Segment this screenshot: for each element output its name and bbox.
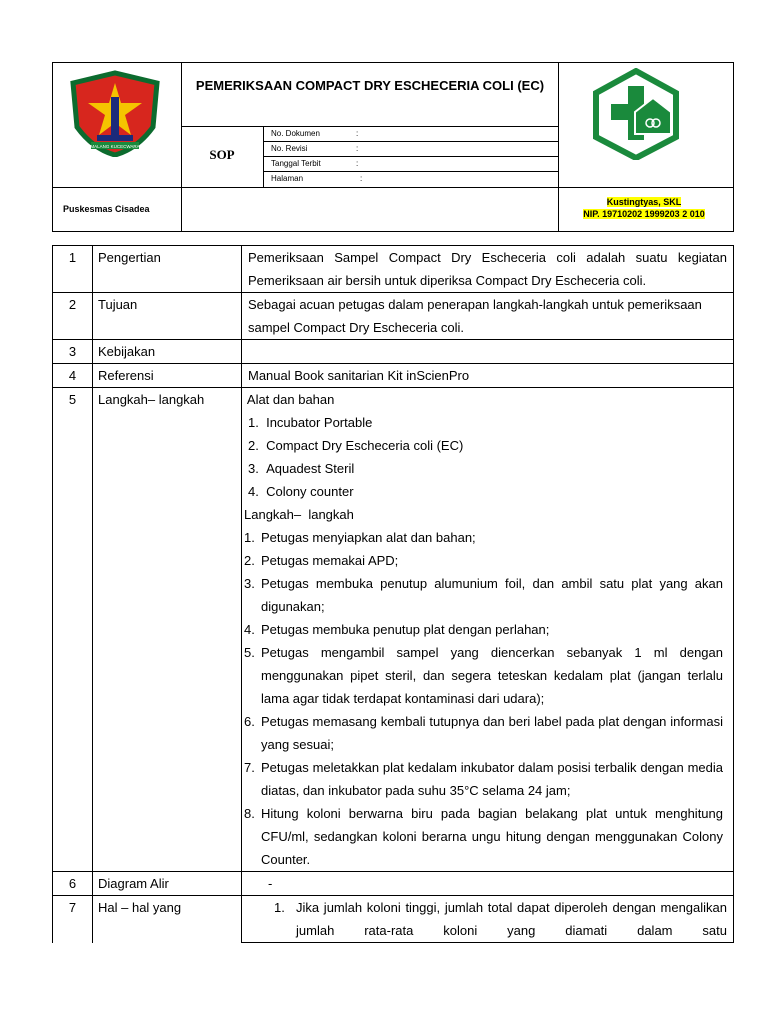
- row-label: Diagram Alir: [93, 872, 242, 896]
- step-text: Petugas membuka penutup plat dengan perlahan;: [261, 622, 550, 637]
- list-item: 6. Petugas memasang kembali tutupnya dan beri label pada plat dengan informasi yang sesuai;: [244, 710, 723, 756]
- regional-emblem-logo: [67, 69, 163, 157]
- list-item: 2. Compact Dry Escheceria coli (EC): [248, 438, 464, 453]
- table-row: [53, 340, 734, 364]
- meta-label: Halaman: [271, 174, 304, 183]
- meta-value: :: [356, 159, 359, 168]
- step-text: Petugas menyiapkan alat dan bahan;: [261, 530, 476, 545]
- alat-item: Aquadest Steril: [266, 461, 355, 476]
- row-number: 7: [53, 896, 93, 943]
- alat-item: Colony counter: [266, 484, 354, 499]
- row-content: [242, 896, 734, 943]
- signer-name: Kustingtyas, SKL: [606, 197, 682, 207]
- meta-label: No. Dokumen: [271, 129, 320, 138]
- alat-item: Incubator Portable: [266, 415, 373, 430]
- list-item: 4. Colony counter: [248, 484, 354, 499]
- table-row: [53, 293, 734, 340]
- step-text: Petugas mengambil sampel yang diencerkan sebanyak 1 ml dengan menggunakan pipet steril, dan segera teteskan kedalam plat (jangan terlalu lama agar tidak terdapat kontaminasi dari udara);: [261, 645, 723, 706]
- meta-value: :: [360, 174, 363, 183]
- row-label: Tujuan: [93, 293, 242, 340]
- table-row: [53, 896, 734, 943]
- meta-halaman: [263, 171, 558, 186]
- step-text: Petugas meletakkan plat kedalam inkubator dalam posisi terbalik dengan media diatas, dan inkubator pada suhu 35°C selama 24 jam;: [261, 760, 723, 798]
- row-content: Pemeriksaan Sampel Compact Dry Escheceria coli adalah suatu kegiatan Pemeriksaan air bersih untuk diperiksa Compact Dry Escheceria coli.: [242, 246, 734, 293]
- table-row: [53, 388, 734, 872]
- row-label: Langkah– langkah: [93, 388, 242, 872]
- sop-label: SOP: [209, 147, 235, 162]
- list-item: 7. Petugas meletakkan plat kedalam inkubator dalam posisi terbalik dengan media diatas, dan inkubator pada suhu 35°C selama 24 jam;: [244, 756, 723, 802]
- list-item: 5. Petugas mengambil sampel yang diencerkan sebanyak 1 ml dengan menggunakan pipet steril, dan segera teteskan kedalam plat (jangan terlalu lama agar tidak terdapat kontaminasi dari udara);: [244, 641, 723, 710]
- row-number: 2: [53, 293, 93, 340]
- list-item: 4. Petugas membuka penutup plat dengan perlahan;: [244, 618, 723, 641]
- list-item: 1. Incubator Portable: [248, 415, 373, 430]
- row-content: [242, 388, 734, 872]
- signer-nip: NIP. 19710202 1999203 2 010: [583, 209, 705, 219]
- langkah-heading: Langkah– langkah: [244, 507, 354, 522]
- alat-item: Compact Dry Escheceria coli (EC): [266, 438, 464, 453]
- meta-no-revisi: [263, 141, 558, 156]
- emblem-motto: MALANG KUCECWARA: [90, 144, 140, 149]
- row-label: Referensi: [93, 364, 242, 388]
- list-item: 8. Hitung koloni berwarna biru pada bagian belakang plat untuk menghitung CFU/ml, sedangkan koloni berarna ungu hitung dengan menggunakan Colony Counter.: [244, 802, 723, 871]
- meta-value: :: [356, 144, 359, 153]
- list-item: 3. Aquadest Steril: [248, 461, 355, 476]
- row-label: Pengertian: [93, 246, 242, 293]
- signer-block: [559, 196, 729, 220]
- row-number: 1: [53, 246, 93, 293]
- puskesmas-logo: [589, 68, 683, 160]
- meta-tanggal-terbit: [263, 156, 558, 171]
- row-number: 3: [53, 340, 93, 364]
- steps-list: [244, 526, 727, 871]
- table-row: [53, 364, 734, 388]
- row-label: Hal – hal yang: [93, 896, 242, 943]
- organization-name: Puskesmas Cisadea: [63, 204, 150, 214]
- list-item: 2. Petugas memakai APD;: [244, 549, 723, 572]
- document-title: PEMERIKSAAN COMPACT DRY ESCHECERIA COLI (EC): [195, 78, 545, 93]
- sop-header: [52, 62, 734, 232]
- alat-list: [244, 411, 727, 503]
- list-item: 3. Petugas membuka penutup alumunium foil, dan ambil satu plat yang akan digunakan;: [244, 572, 723, 618]
- row-content: Manual Book sanitarian Kit inScienPro: [242, 364, 734, 388]
- step-text: Hitung koloni berwarna biru pada bagian belakang plat untuk menghitung CFU/ml, sedangkan koloni berarna ungu hitung dengan menggunakan Colony Counter.: [261, 806, 723, 867]
- table-row: [53, 872, 734, 896]
- list-item: 1. Petugas menyiapkan alat dan bahan;: [244, 526, 723, 549]
- row-label: Kebijakan: [93, 340, 242, 364]
- step-text: Petugas memasang kembali tutupnya dan beri label pada plat dengan informasi yang sesuai;: [261, 714, 723, 752]
- hal-text: Jika jumlah koloni tinggi, jumlah total dapat diperoleh dengan mengalikan jumlah rata-rata koloni yang diamati dalam satu: [296, 900, 727, 938]
- meta-label: No. Revisi: [271, 144, 308, 153]
- step-text: Petugas membuka penutup alumunium foil, dan ambil satu plat yang akan digunakan;: [261, 576, 723, 614]
- row-number: 5: [53, 388, 93, 872]
- row-content: -: [242, 872, 734, 896]
- list-item: 1. Jika jumlah koloni tinggi, jumlah total dapat diperoleh dengan mengalikan jumlah rata-rata koloni yang diamati dalam satu: [248, 896, 727, 942]
- meta-value: :: [356, 129, 359, 138]
- row-number: 4: [53, 364, 93, 388]
- meta-label: Tanggal Terbit: [271, 159, 321, 168]
- row-content: Sebagai acuan petugas dalam penerapan langkah-langkah untuk pemeriksaan sampel Compact Dry Escheceria coli.: [242, 293, 734, 340]
- row-content: [242, 340, 734, 364]
- row-number: 6: [53, 872, 93, 896]
- step-text: Petugas memakai APD;: [261, 553, 399, 568]
- table-row: [53, 246, 734, 293]
- alat-heading: Alat dan bahan: [244, 392, 335, 407]
- sop-content-table: [52, 245, 734, 943]
- meta-no-dokumen: [263, 126, 558, 141]
